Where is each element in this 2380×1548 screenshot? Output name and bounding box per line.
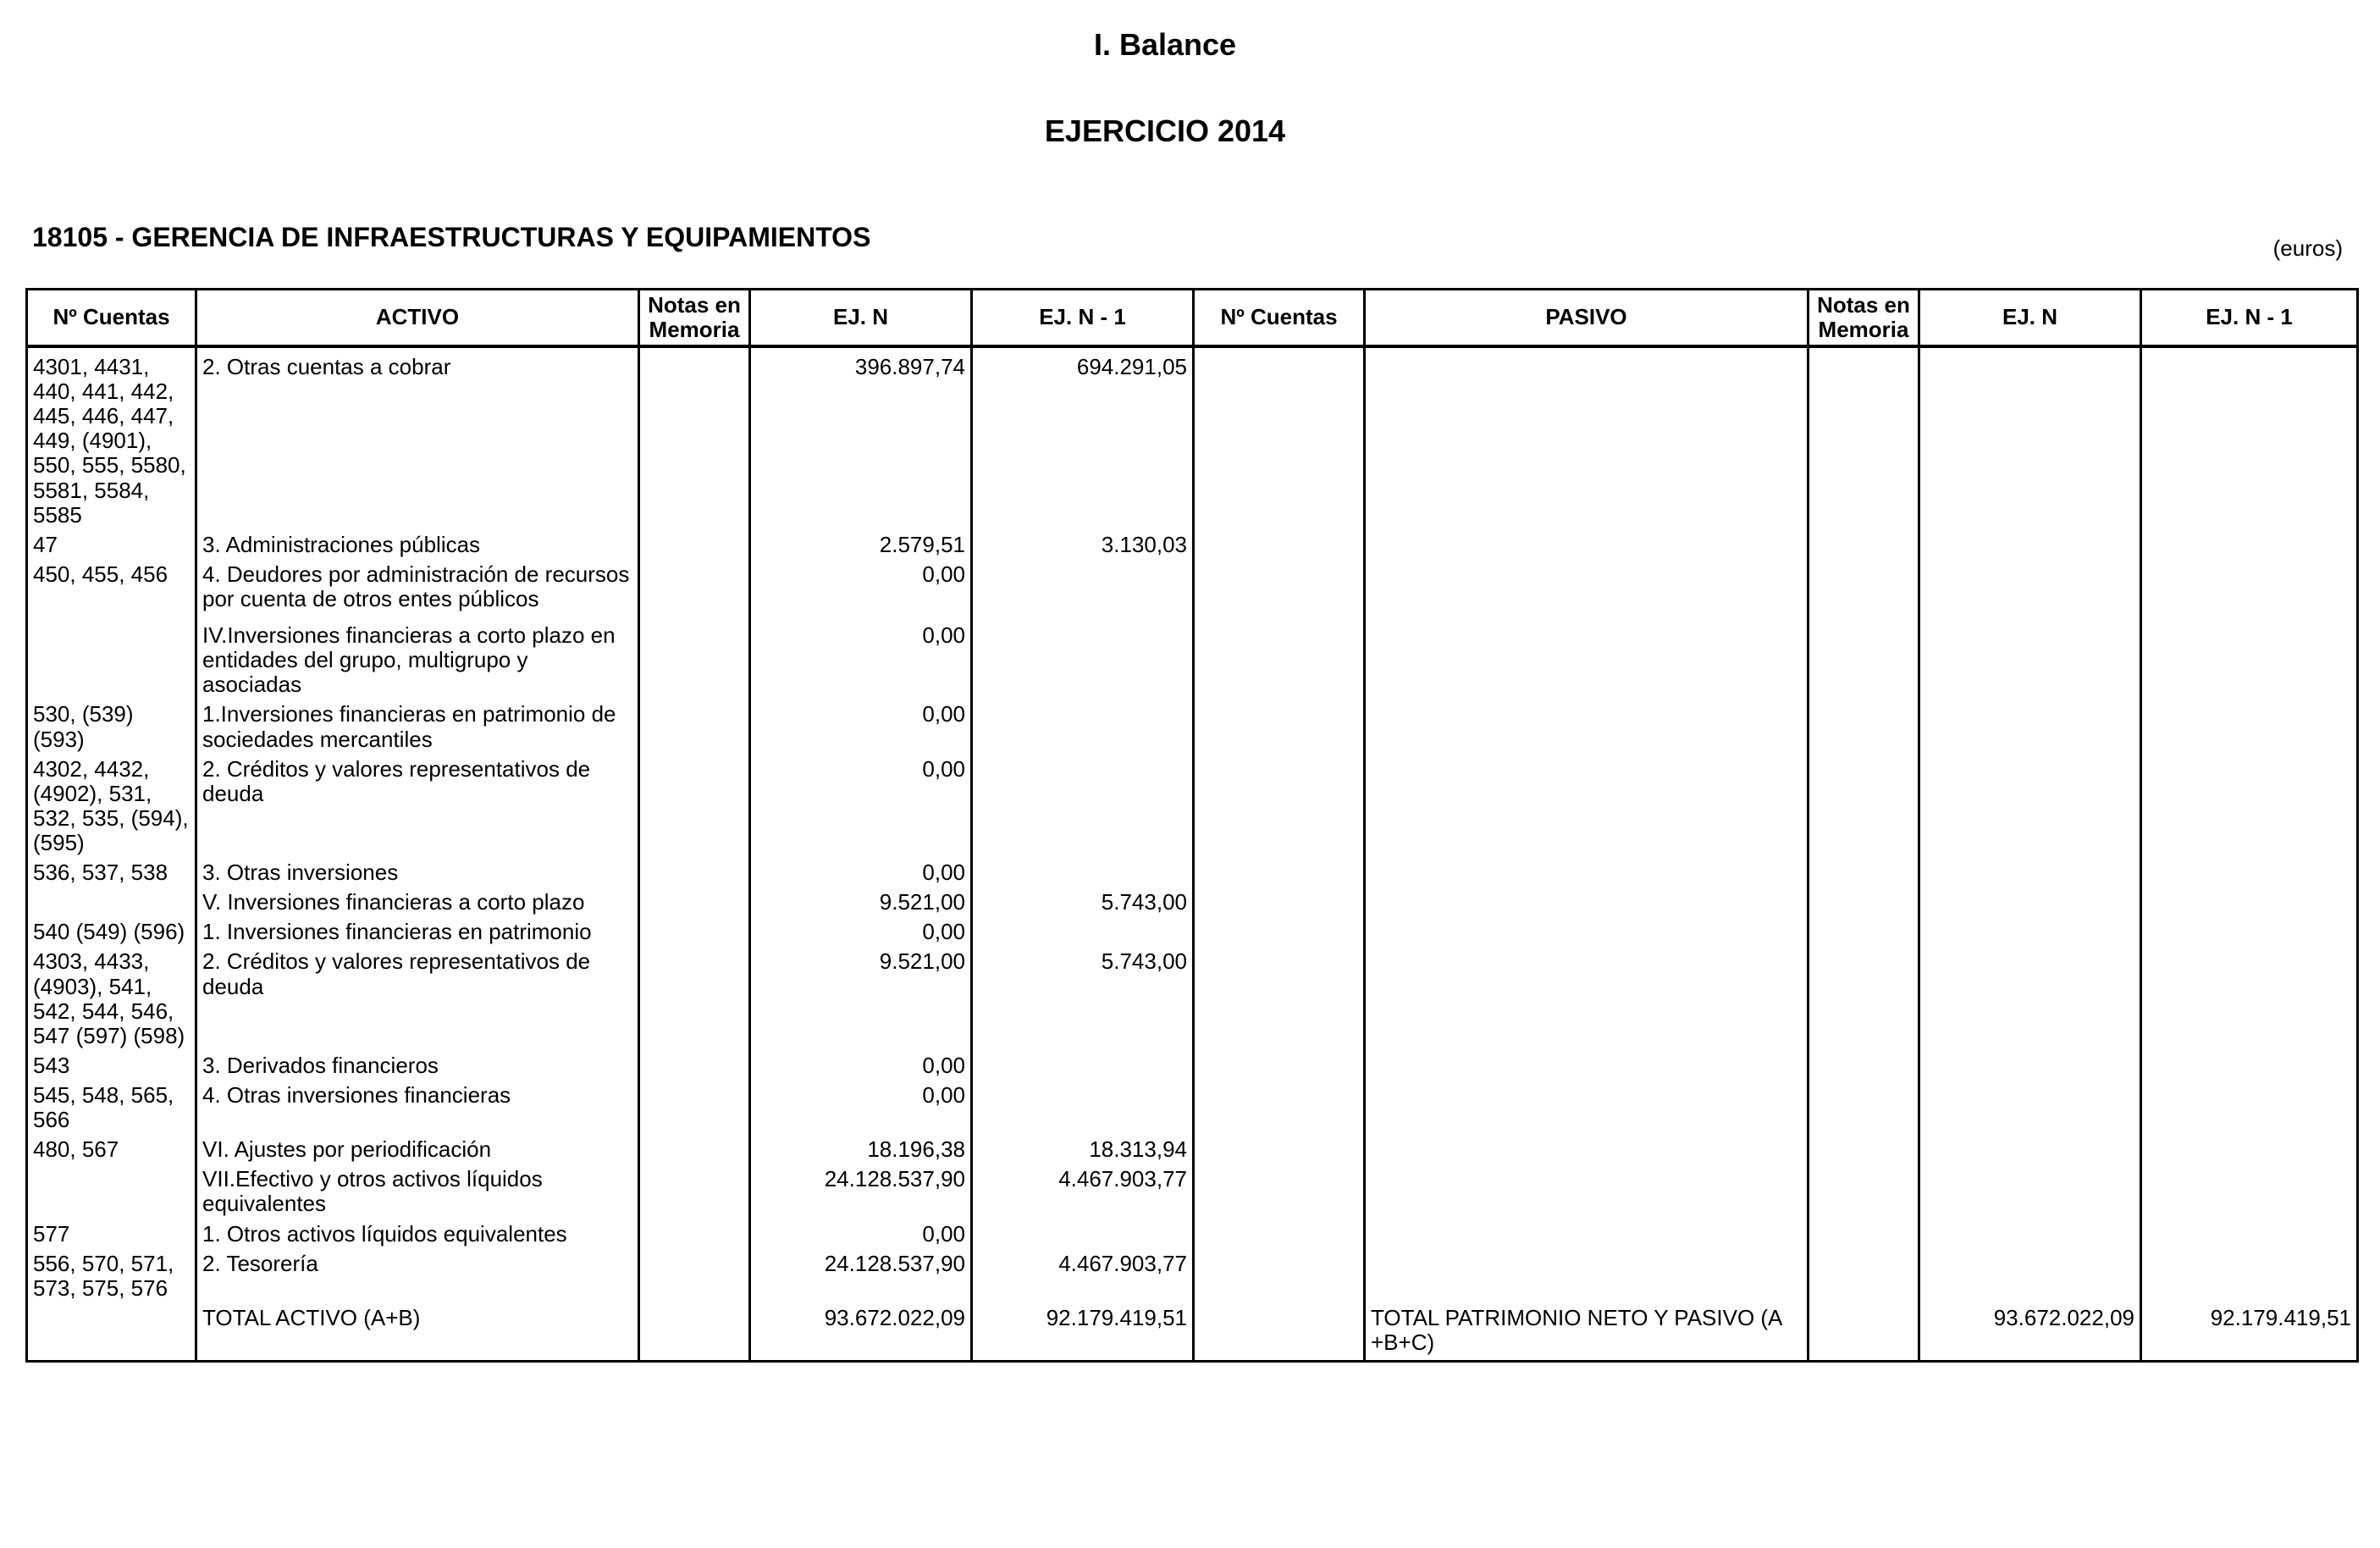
table-row <box>27 1132 2358 1162</box>
asset-label-cell: 4. Otras inversiones financieras <box>196 1078 639 1132</box>
asset-current-year-cell: 0,00 <box>750 915 972 944</box>
asset-current-year-cell: 0,00 <box>750 752 972 855</box>
liability-current-year-cell <box>1919 855 2141 885</box>
col-header-cuentas-activo: Nº Cuentas <box>27 290 196 347</box>
liability-prior-year-cell <box>2141 1162 2358 1216</box>
liability-notes-cell <box>1808 1301 1919 1362</box>
asset-notes-cell <box>639 346 750 528</box>
liability-account-codes-cell <box>1194 944 1365 1048</box>
asset-prior-year-cell: 4.467.903,77 <box>972 1162 1194 1216</box>
asset-prior-year-cell <box>972 752 1194 855</box>
liability-current-year-cell <box>1919 944 2141 1048</box>
liability-account-codes-cell <box>1194 1048 1365 1078</box>
liability-prior-year-cell: 92.179.419,51 <box>2141 1301 2358 1362</box>
liability-label-cell <box>1365 885 1808 915</box>
liability-label-cell <box>1365 1217 1808 1247</box>
asset-notes-cell <box>639 855 750 885</box>
liability-current-year-cell <box>1919 1132 2141 1162</box>
liability-label-cell <box>1365 752 1808 855</box>
liability-current-year-cell <box>1919 1247 2141 1301</box>
table-row <box>27 618 2358 697</box>
liability-account-codes-cell <box>1194 1217 1365 1247</box>
liability-account-codes-cell <box>1194 1301 1365 1362</box>
asset-current-year-cell: 0,00 <box>750 618 972 697</box>
liability-prior-year-cell <box>2141 1217 2358 1247</box>
liability-current-year-cell <box>1919 557 2141 618</box>
asset-current-year-cell: 396.897,74 <box>750 346 972 528</box>
balance-table <box>25 288 2359 1363</box>
liability-account-codes-cell <box>1194 528 1365 557</box>
liability-prior-year-cell <box>2141 346 2358 528</box>
table-row <box>27 855 2358 885</box>
account-codes-cell: 536, 537, 538 <box>27 855 196 885</box>
liability-prior-year-cell <box>2141 618 2358 697</box>
asset-prior-year-cell: 694.291,05 <box>972 346 1194 528</box>
asset-label-cell: 1. Inversiones financieras en patrimonio <box>196 915 639 944</box>
liability-account-codes-cell <box>1194 618 1365 697</box>
liability-notes-cell <box>1808 1162 1919 1216</box>
liability-notes-cell <box>1808 1217 1919 1247</box>
liability-account-codes-cell <box>1194 557 1365 618</box>
table-row <box>27 1217 2358 1247</box>
asset-current-year-cell: 24.128.537,90 <box>750 1162 972 1216</box>
asset-label-cell: 2. Créditos y valores representativos de deuda <box>196 944 639 1048</box>
asset-label-cell: VI. Ajustes por periodificación <box>196 1132 639 1162</box>
liability-current-year-cell <box>1919 1162 2141 1216</box>
asset-label-cell: 1.Inversiones financieras en patrimonio de sociedades mercantiles <box>196 697 639 751</box>
liability-prior-year-cell <box>2141 752 2358 855</box>
col-header-notas-activo: Notas en Memoria <box>639 290 750 347</box>
liability-prior-year-cell <box>2141 1247 2358 1301</box>
account-codes-cell <box>27 1162 196 1216</box>
liability-account-codes-cell <box>1194 1078 1365 1132</box>
asset-notes-cell <box>639 528 750 557</box>
liability-label-cell <box>1365 618 1808 697</box>
table-row <box>27 1078 2358 1132</box>
asset-notes-cell <box>639 1132 750 1162</box>
liability-notes-cell <box>1808 1247 1919 1301</box>
liability-current-year-cell <box>1919 697 2141 751</box>
asset-current-year-cell: 0,00 <box>750 1048 972 1078</box>
liability-label-cell <box>1365 557 1808 618</box>
asset-prior-year-cell <box>972 557 1194 618</box>
col-header-notas-pasivo: Notas en Memoria <box>1808 290 1919 347</box>
liability-current-year-cell <box>1919 915 2141 944</box>
fiscal-year-title: EJERCICIO 2014 <box>1044 113 1286 148</box>
asset-notes-cell <box>639 557 750 618</box>
asset-label-cell: VII.Efectivo y otros activos líquidos equivalentes <box>196 1162 639 1216</box>
liability-current-year-cell <box>1919 752 2141 855</box>
liability-prior-year-cell <box>2141 697 2358 751</box>
liability-label-cell <box>1365 915 1808 944</box>
asset-notes-cell <box>639 697 750 751</box>
table-row <box>27 1048 2358 1078</box>
asset-current-year-cell: 0,00 <box>750 855 972 885</box>
asset-notes-cell <box>639 1048 750 1078</box>
liability-account-codes-cell <box>1194 346 1365 528</box>
asset-prior-year-cell <box>972 1048 1194 1078</box>
asset-prior-year-cell <box>972 915 1194 944</box>
asset-prior-year-cell: 92.179.419,51 <box>972 1301 1194 1362</box>
asset-label-cell: 3. Otras inversiones <box>196 855 639 885</box>
liability-label-cell <box>1365 1048 1808 1078</box>
account-codes-cell: 4301, 4431, 440, 441, 442, 445, 446, 447, 449, (4901), 550, 555, 5580, 5581, 5584, 5585 <box>27 346 196 528</box>
liability-notes-cell <box>1808 752 1919 855</box>
asset-label-cell: 2. Otras cuentas a cobrar <box>196 346 639 528</box>
liability-notes-cell <box>1808 944 1919 1048</box>
asset-current-year-cell: 0,00 <box>750 697 972 751</box>
liability-current-year-cell <box>1919 528 2141 557</box>
asset-notes-cell <box>639 1162 750 1216</box>
col-header-activo: ACTIVO <box>196 290 639 347</box>
liability-account-codes-cell <box>1194 855 1365 885</box>
asset-current-year-cell: 9.521,00 <box>750 885 972 915</box>
liability-notes-cell <box>1808 915 1919 944</box>
liability-account-codes-cell <box>1194 885 1365 915</box>
table-row <box>27 944 2358 1048</box>
asset-current-year-cell: 18.196,38 <box>750 1132 972 1162</box>
liability-label-cell <box>1365 346 1808 528</box>
liability-notes-cell <box>1808 885 1919 915</box>
account-codes-cell: 4302, 4432, (4902), 531, 532, 535, (594), (595) <box>27 752 196 855</box>
account-codes-cell: 577 <box>27 1217 196 1247</box>
liability-prior-year-cell <box>2141 855 2358 885</box>
liability-prior-year-cell <box>2141 915 2358 944</box>
liability-account-codes-cell <box>1194 1132 1365 1162</box>
account-codes-cell: 530, (539) (593) <box>27 697 196 751</box>
asset-notes-cell <box>639 1078 750 1132</box>
account-codes-cell: 540 (549) (596) <box>27 915 196 944</box>
asset-current-year-cell: 0,00 <box>750 1217 972 1247</box>
col-header-ej-n-pasivo: EJ. N <box>1919 290 2141 347</box>
liability-notes-cell <box>1808 618 1919 697</box>
liability-notes-cell <box>1808 346 1919 528</box>
liability-label-cell <box>1365 1162 1808 1216</box>
asset-label-cell: 1. Otros activos líquidos equivalentes <box>196 1217 639 1247</box>
asset-notes-cell <box>639 618 750 697</box>
asset-notes-cell <box>639 1247 750 1301</box>
liability-label-cell <box>1365 528 1808 557</box>
liability-notes-cell <box>1808 528 1919 557</box>
asset-notes-cell <box>639 1217 750 1247</box>
account-codes-cell: 4303, 4433, (4903), 541, 542, 544, 546, 547 (597) (598) <box>27 944 196 1048</box>
table-row <box>27 752 2358 855</box>
table-row <box>27 1247 2358 1301</box>
asset-notes-cell <box>639 1301 750 1362</box>
asset-notes-cell <box>639 944 750 1048</box>
liability-label-cell: TOTAL PATRIMONIO NETO Y PASIVO (A +B+C) <box>1365 1301 1808 1362</box>
liability-account-codes-cell <box>1194 1247 1365 1301</box>
liability-account-codes-cell <box>1194 915 1365 944</box>
table-body <box>27 346 2358 1362</box>
liability-prior-year-cell <box>2141 528 2358 557</box>
account-codes-cell <box>27 618 196 697</box>
table-row <box>27 528 2358 557</box>
liability-current-year-cell <box>1919 1048 2141 1078</box>
table-row <box>27 1301 2358 1362</box>
liability-prior-year-cell <box>2141 557 2358 618</box>
document-title: I. Balance <box>1093 27 1237 62</box>
asset-prior-year-cell <box>972 855 1194 885</box>
asset-prior-year-cell <box>972 697 1194 751</box>
asset-prior-year-cell: 3.130,03 <box>972 528 1194 557</box>
liability-current-year-cell <box>1919 1078 2141 1132</box>
table-row <box>27 346 2358 528</box>
liability-account-codes-cell <box>1194 1162 1365 1216</box>
liability-prior-year-cell <box>2141 944 2358 1048</box>
liability-label-cell <box>1365 1247 1808 1301</box>
liability-label-cell <box>1365 697 1808 751</box>
asset-prior-year-cell <box>972 1078 1194 1132</box>
account-codes-cell: 543 <box>27 1048 196 1078</box>
asset-label-cell: 2. Créditos y valores representativos de deuda <box>196 752 639 855</box>
col-header-ej-n1-pasivo: EJ. N - 1 <box>2141 290 2358 347</box>
asset-label-cell: 3. Administraciones públicas <box>196 528 639 557</box>
asset-current-year-cell: 0,00 <box>750 1078 972 1132</box>
account-codes-cell: 450, 455, 456 <box>27 557 196 618</box>
asset-label-cell: 4. Deudores por administración de recursos por cuenta de otros entes públicos <box>196 557 639 618</box>
account-codes-cell <box>27 885 196 915</box>
account-codes-cell: 480, 567 <box>27 1132 196 1162</box>
currency-units: (euros) <box>2272 235 2343 261</box>
liability-notes-cell <box>1808 855 1919 885</box>
liability-label-cell <box>1365 1078 1808 1132</box>
col-header-cuentas-pasivo: Nº Cuentas <box>1194 290 1365 347</box>
asset-current-year-cell: 2.579,51 <box>750 528 972 557</box>
liability-prior-year-cell <box>2141 1078 2358 1132</box>
account-codes-cell: 47 <box>27 528 196 557</box>
asset-prior-year-cell <box>972 1217 1194 1247</box>
asset-current-year-cell: 9.521,00 <box>750 944 972 1048</box>
liability-notes-cell <box>1808 1048 1919 1078</box>
account-codes-cell: 556, 570, 571, 573, 575, 576 <box>27 1247 196 1301</box>
asset-prior-year-cell: 18.313,94 <box>972 1132 1194 1162</box>
liability-current-year-cell <box>1919 618 2141 697</box>
asset-label-cell: 2. Tesorería <box>196 1247 639 1301</box>
asset-prior-year-cell: 4.467.903,77 <box>972 1247 1194 1301</box>
liability-notes-cell <box>1808 1132 1919 1162</box>
liability-label-cell <box>1365 1132 1808 1162</box>
table-row <box>27 885 2358 915</box>
asset-current-year-cell: 24.128.537,90 <box>750 1247 972 1301</box>
col-header-ej-n1-activo: EJ. N - 1 <box>972 290 1194 347</box>
asset-prior-year-cell <box>972 618 1194 697</box>
table-row <box>27 557 2358 618</box>
liability-account-codes-cell <box>1194 752 1365 855</box>
table-row <box>27 915 2358 944</box>
table-row <box>27 1162 2358 1216</box>
asset-prior-year-cell: 5.743,00 <box>972 944 1194 1048</box>
asset-notes-cell <box>639 885 750 915</box>
liability-prior-year-cell <box>2141 1132 2358 1162</box>
asset-prior-year-cell: 5.743,00 <box>972 885 1194 915</box>
asset-label-cell: TOTAL ACTIVO (A+B) <box>196 1301 639 1362</box>
col-header-ej-n-activo: EJ. N <box>750 290 972 347</box>
liability-current-year-cell <box>1919 1217 2141 1247</box>
asset-current-year-cell: 0,00 <box>750 557 972 618</box>
asset-label-cell: V. Inversiones financieras a corto plazo <box>196 885 639 915</box>
asset-label-cell: 3. Derivados financieros <box>196 1048 639 1078</box>
liability-current-year-cell: 93.672.022,09 <box>1919 1301 2141 1362</box>
asset-current-year-cell: 93.672.022,09 <box>750 1301 972 1362</box>
table-row <box>27 697 2358 751</box>
liability-label-cell <box>1365 944 1808 1048</box>
liability-current-year-cell <box>1919 885 2141 915</box>
liability-current-year-cell <box>1919 346 2141 528</box>
asset-notes-cell <box>639 915 750 944</box>
account-codes-cell <box>27 1301 196 1362</box>
liability-label-cell <box>1365 855 1808 885</box>
account-codes-cell: 545, 548, 565, 566 <box>27 1078 196 1132</box>
liability-notes-cell <box>1808 1078 1919 1132</box>
liability-notes-cell <box>1808 557 1919 618</box>
asset-label-cell: IV.Inversiones financieras a corto plazo en entidades del grupo, multigrupo y asociadas <box>196 618 639 697</box>
table-header <box>27 290 2358 347</box>
liability-notes-cell <box>1808 697 1919 751</box>
liability-prior-year-cell <box>2141 1048 2358 1078</box>
entity-name: 18105 - GERENCIA DE INFRAESTRUCTURAS Y EQUIPAMIENTOS <box>32 222 871 252</box>
col-header-pasivo: PASIVO <box>1365 290 1808 347</box>
liability-account-codes-cell <box>1194 697 1365 751</box>
asset-notes-cell <box>639 752 750 855</box>
liability-prior-year-cell <box>2141 885 2358 915</box>
